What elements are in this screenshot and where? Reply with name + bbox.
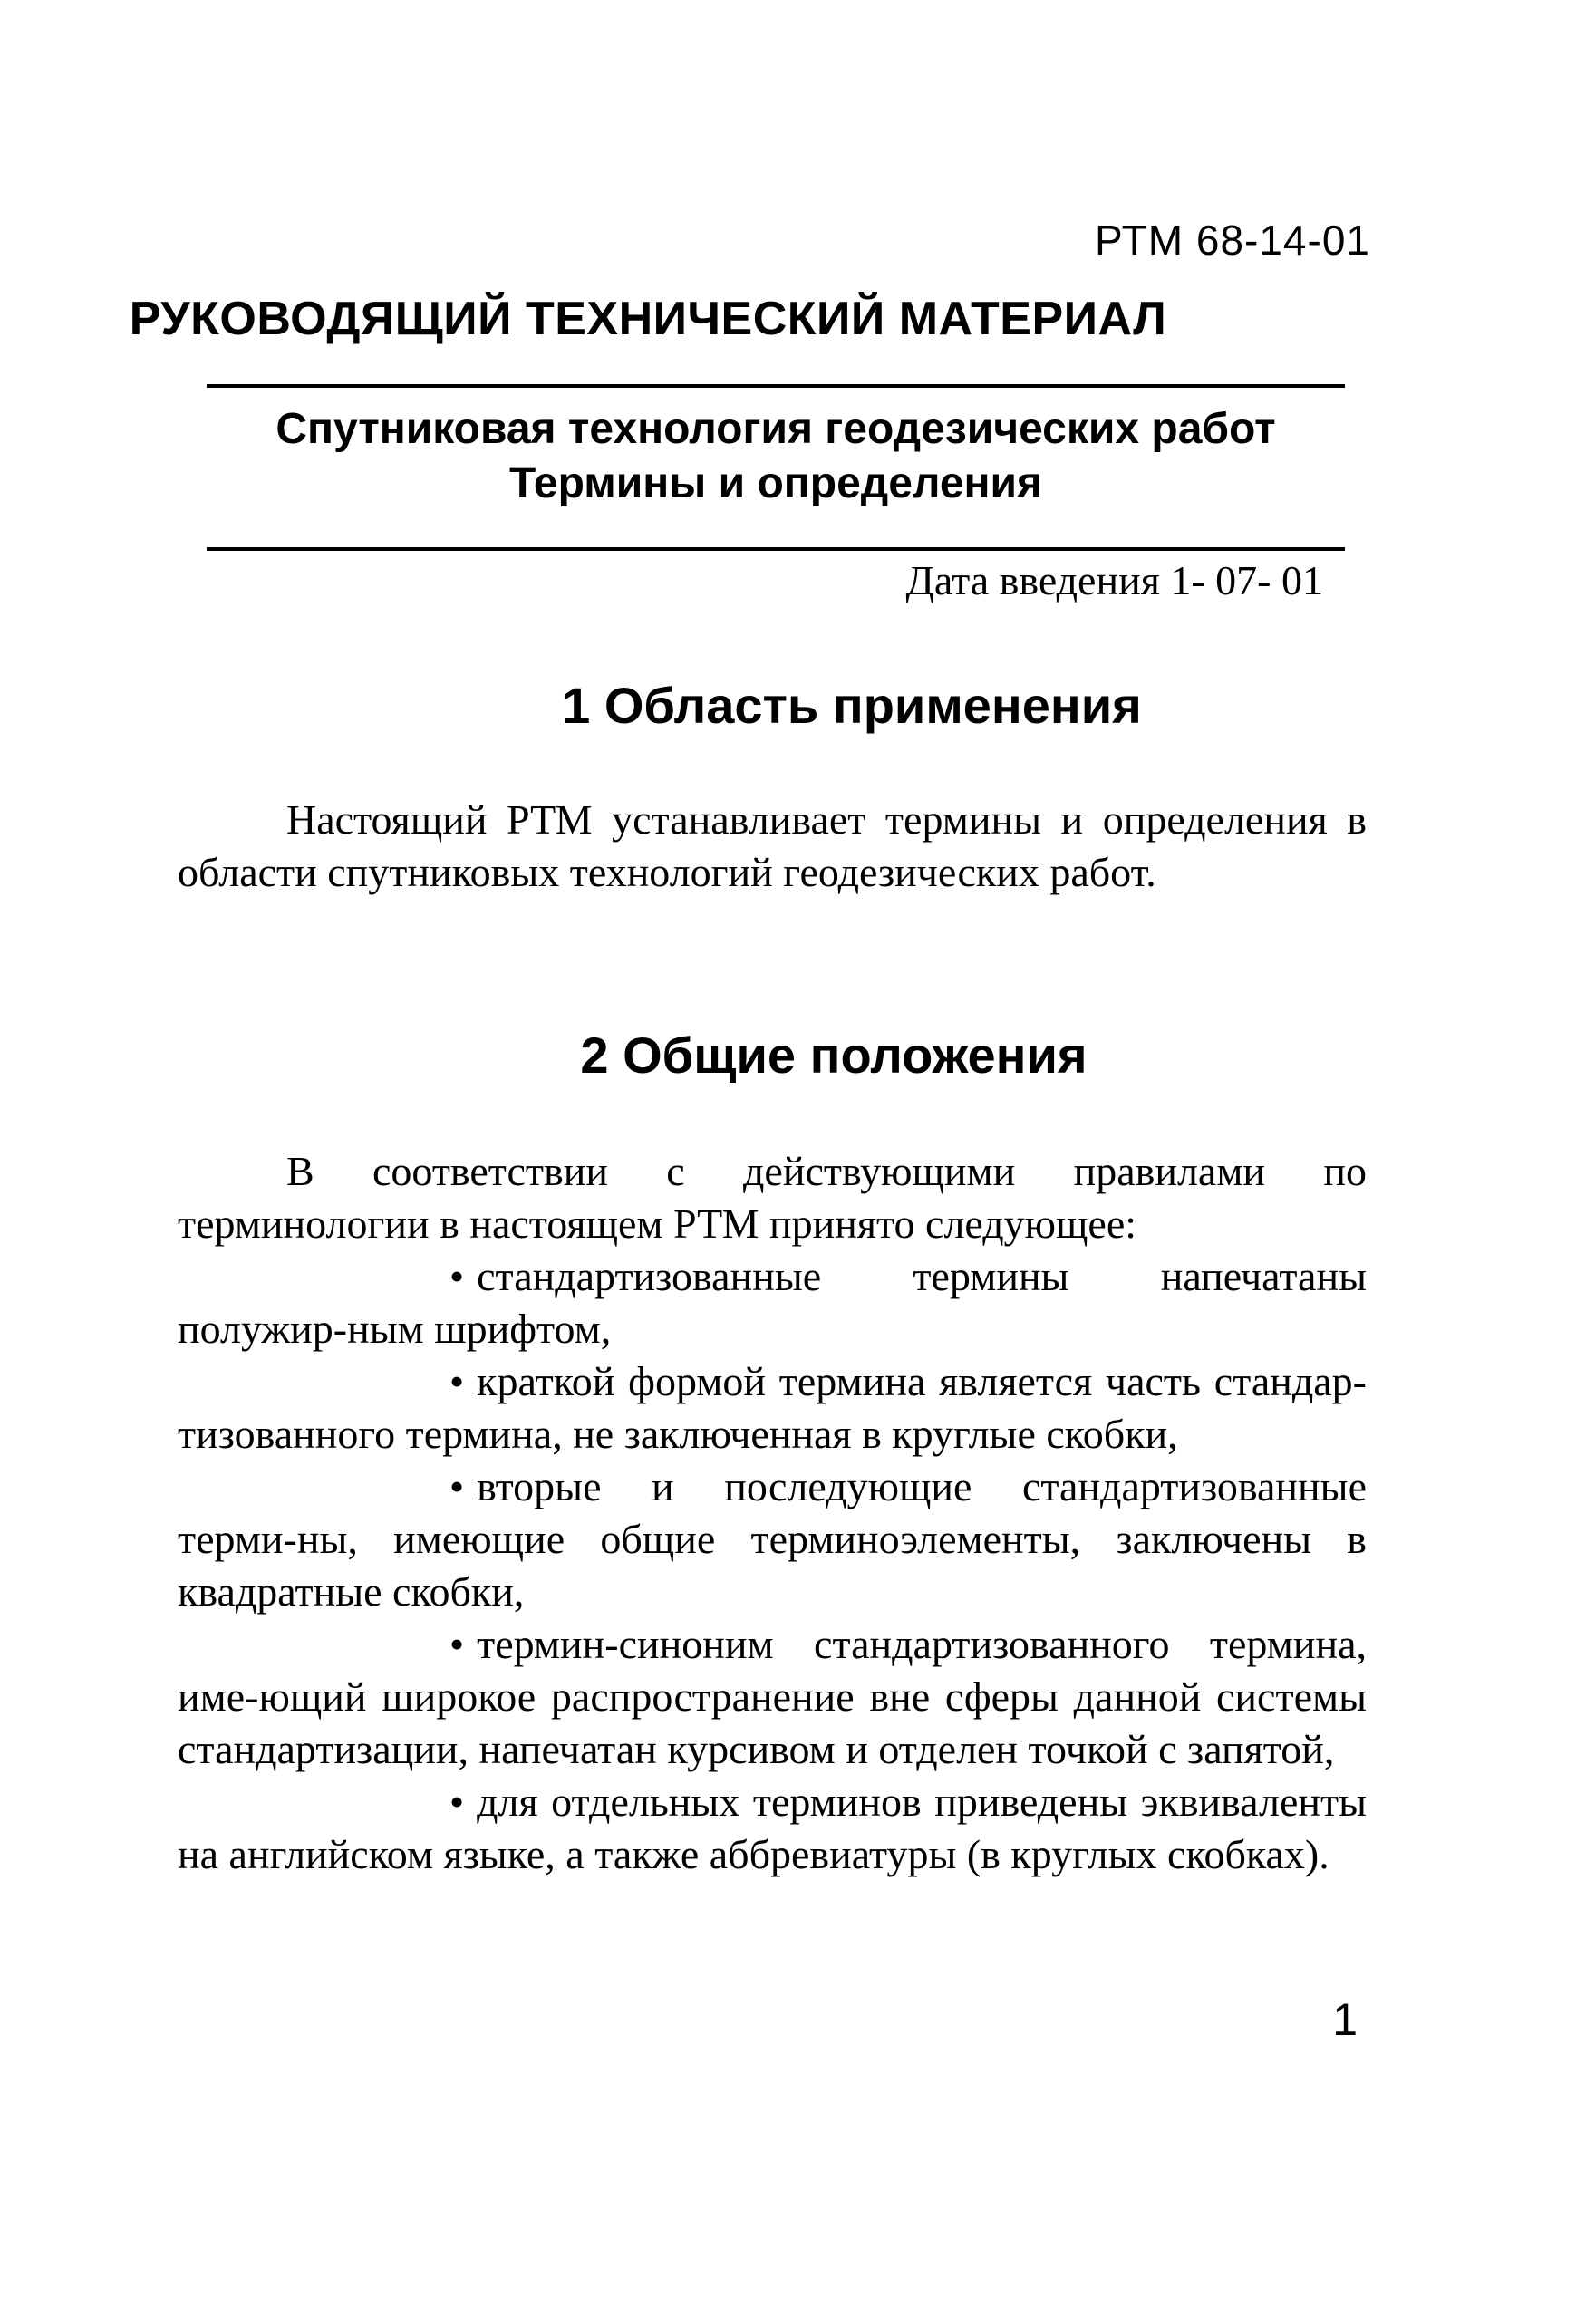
list-item-text: для отдельных терминов приведены эквиваленты на английском языке, а также аббревиатуры (в круглых скобках).	[178, 1779, 1367, 1877]
document-subtitle: Термины и определения	[508, 459, 1043, 507]
bullet-icon: •	[450, 1779, 465, 1825]
list-item	[178, 1250, 1367, 1355]
list-item	[178, 1461, 1367, 1618]
section-1-heading: 1 Область применения	[562, 677, 1142, 734]
section-1-paragraph: Настоящий РТМ устанавливает термины и определения в области спутниковых технологий геодезических работ.	[178, 796, 1367, 895]
bullet-icon: •	[450, 1621, 465, 1667]
document-title: Спутниковая технология геодезических работ	[276, 405, 1276, 453]
list-item-text: краткой формой термина является часть стандар-тизованного термина, не заключенная в круглые скобки,	[178, 1358, 1367, 1457]
list-item	[178, 1355, 1367, 1461]
page-number: 1	[1332, 1994, 1358, 2045]
list-item	[178, 1776, 1367, 1881]
introduction-date: Дата введения 1- 07- 01	[905, 557, 1323, 603]
document-type: РУКОВОДЯЩИЙ ТЕХНИЧЕСКИЙ МАТЕРИАЛ	[129, 293, 1167, 345]
top-divider	[207, 384, 1345, 388]
bullet-icon: •	[450, 1463, 465, 1509]
document-code: РТМ 68-14-01	[1095, 217, 1370, 264]
list-item	[178, 1618, 1367, 1776]
list-item-text: вторые и последующие стандартизованные терми-ны, имеющие общие терминоэлементы, заключены в квадратные скобки,	[178, 1463, 1367, 1615]
list-item-text: термин-синоним стандартизованного термина, име-ющий широкое распространение вне сферы данной системы стандартизации, напечатан курсивом и отделен точкой с запятой,	[178, 1621, 1367, 1772]
section-2-heading: 2 Общие положения	[580, 1027, 1088, 1084]
list-item-text: стандартизованные термины напечатаны полужир-ным шрифтом,	[178, 1253, 1367, 1352]
section-1-body	[178, 794, 1367, 899]
bottom-divider	[207, 547, 1345, 551]
conventions-list	[178, 1250, 1367, 1881]
section-2-paragraph: В соответствии с действующими правилами по терминологии в настоящем РТМ принято следующее:	[178, 1148, 1367, 1247]
bullet-icon: •	[450, 1358, 465, 1404]
section-2-body	[178, 1145, 1367, 1250]
bullet-icon: •	[450, 1253, 465, 1299]
